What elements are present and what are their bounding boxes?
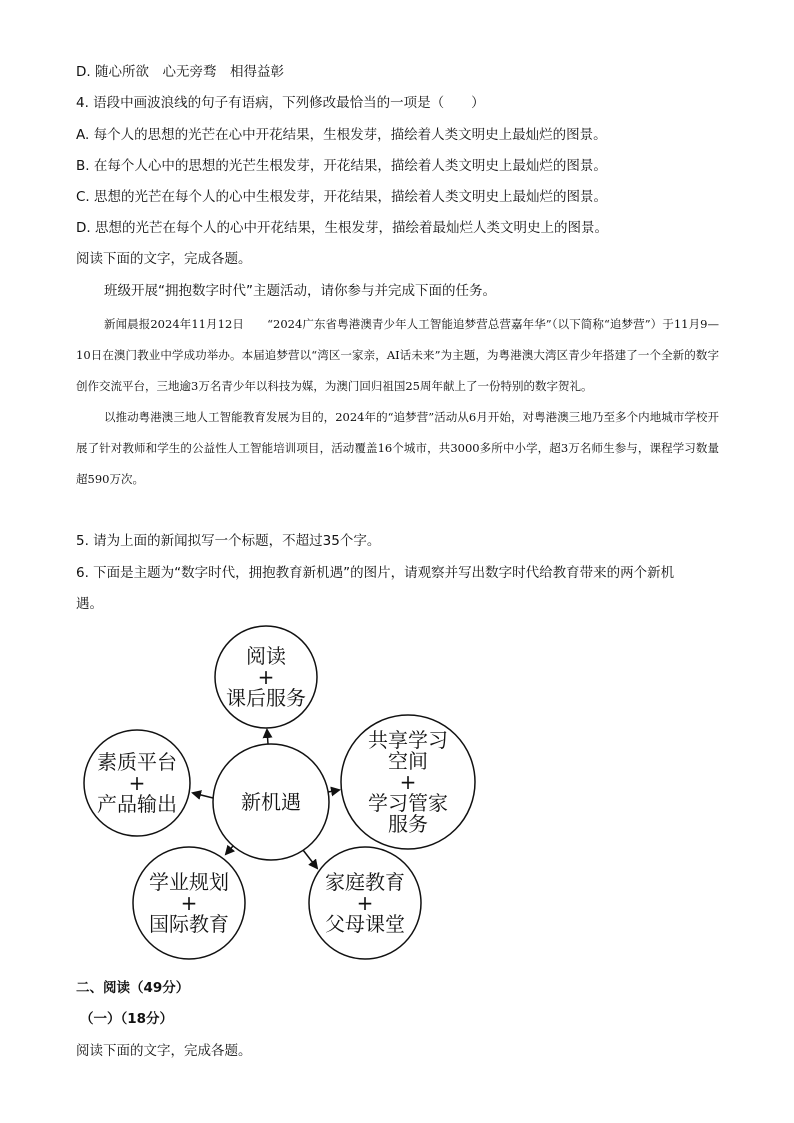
arrow-to-top [267,730,268,744]
diagram-right-label-3: 学习管家 [368,791,448,815]
subsection-title: （一）（18分） [80,1011,174,1027]
diagram-center-label: 新机遇 [241,790,301,814]
diagram-top-label-1: + [257,665,275,689]
diagram-right-label-1: 空间 [388,749,428,773]
news-paragraph-1: 新闻晨报2024年11月12日 “2024广东省粤港澳青少年人工智能追梦营总营嘉年华”（以下简称“追梦营”）于11月9—10日在澳门教业中学成功举办。本届追梦营以“湾区一家亲，AI话未来”为主题，为粤港澳大湾区青少年搭建了一个全新的数字创作交流平台，三地逾3万名青少年以科技为媒，为澳门回归祖国25周年献上了一份特别的数字贺礼。 [76,317,719,393]
diagram-bottom-left-label-0: 学业规划 [149,870,229,894]
arrow-to-left [193,793,213,798]
arrow-to-bottom-right [303,850,317,868]
diagram-top-label-2: 课后服务 [226,686,306,710]
diagram-left-label-1: + [128,771,146,795]
question-4-option-c: C. 思想的光芒在每个人的心中生根发芽，开花结果，描绘着人类文明史上最灿烂的图景。 [76,189,608,205]
question-6-line-2: 遇。 [76,596,103,612]
news-paragraph-2: 以推动粤港澳三地人工智能教育发展为目的，2024年的“追梦营”活动从6月开始，对粤港澳三地乃至多个内地城市学校开展了针对教师和学生的公益性人工智能培训项目，活动覆盖16个城市，共3000多所中小学，超3万名师生参与，课程学习数量超590万次。 [76,410,719,486]
diagram-bottom-right-label-0: 家庭教育 [325,870,405,894]
reading-instruction: 阅读下面的文字，完成各题。 [76,251,252,267]
question-4-option-d: D. 思想的光芒在每个人的心中开花结果，生根发芽，描绘着最灿烂人类文明史上的图景。 [76,220,608,236]
diagram-bottom-left-label-2: 国际教育 [149,912,229,936]
question-5: 5. 请为上面的新闻拟写一个标题，不超过35个字。 [76,533,381,549]
section-title: 二、阅读（49分） [76,980,190,996]
diagram-top-label-0: 阅读 [246,644,286,668]
activity-intro: 班级开展“拥抱数字时代”主题活动，请你参与并完成下面的任务。 [104,283,496,299]
diagram-left-label-2: 产品输出 [97,792,177,816]
diagram-bottom-left-label-1: + [180,891,198,915]
arrow-to-bottom-left [226,846,233,854]
diagram-bottom-right-label-1: + [356,891,374,915]
new-opportunities-diagram [76,620,496,965]
diagram-left-label-0: 素质平台 [97,750,177,774]
section-reading-instruction: 阅读下面的文字，完成各题。 [76,1043,252,1059]
option-d-previous-question: D. 随心所欲 心无旁骛 相得益彰 [76,64,284,80]
diagram-right-label-2: + [399,770,417,794]
diagram-bottom-right-label-2: 父母课堂 [325,912,405,936]
question-4-stem: 4. 语段中画波浪线的句子有语病，下列修改最恰当的一项是（ ） [76,95,485,111]
arrow-to-right [328,790,339,792]
question-6-line-1: 6. 下面是主题为“数字时代，拥抱教育新机遇”的图片，请观察并写出数字时代给教育带来的两个新机 [76,565,675,581]
diagram-right-label-4: 服务 [388,812,428,836]
question-4-option-a: A. 每个人的思想的光芒在心中开花结果，生根发芽，描绘着人类文明史上最灿烂的图景。 [76,127,607,143]
question-4-option-b: B. 在每个人心中的思想的光芒生根发芽，开花结果，描绘着人类文明史上最灿烂的图景。 [76,158,607,174]
news-passage [76,309,719,495]
diagram-right-label-0: 共享学习 [368,728,448,752]
